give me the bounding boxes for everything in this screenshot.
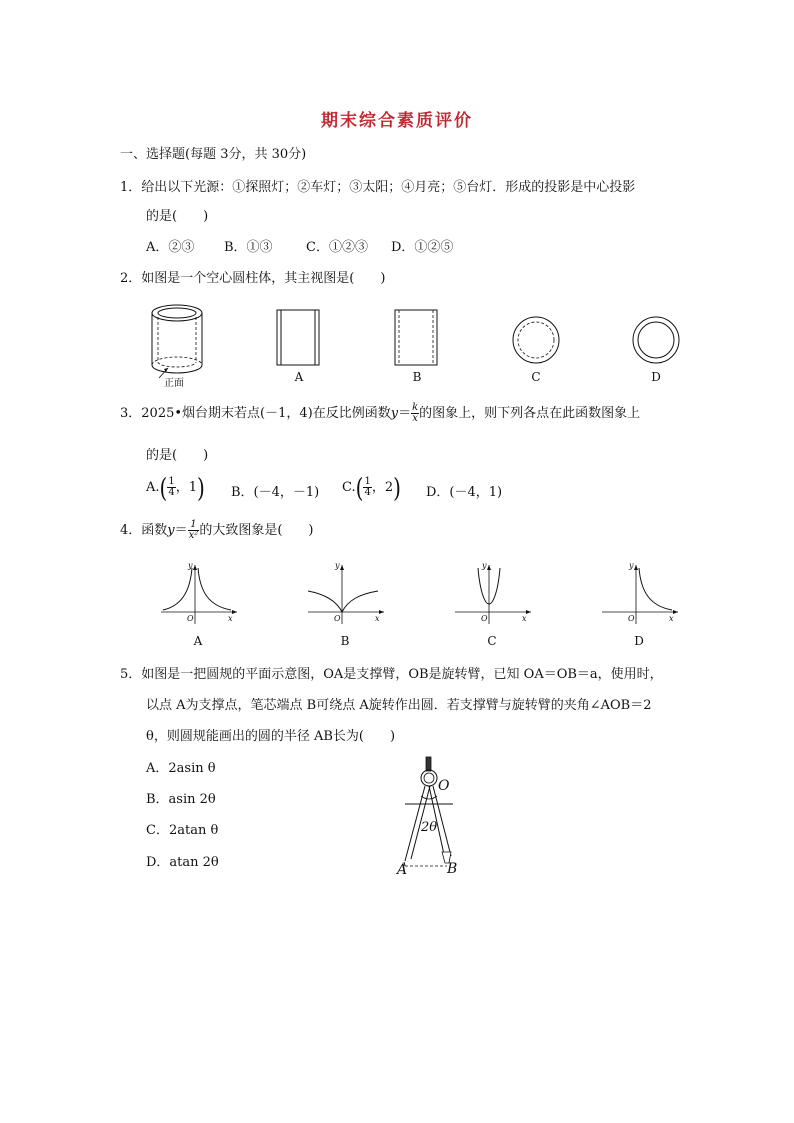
- q4-text: [120, 520, 313, 541]
- compass-angle-label: 2θ: [421, 820, 438, 835]
- q1-option-d: D．①②⑤: [391, 240, 454, 255]
- compass-label-b: B: [447, 861, 458, 877]
- q4-func-y: y: [167, 523, 175, 538]
- q5-option-c: C．2atan θ: [146, 823, 219, 838]
- q4-c-origin: O: [481, 614, 488, 623]
- q3-option-a-prefix: A.: [146, 480, 160, 495]
- q3-option-d: D．(－4，1): [426, 485, 503, 500]
- q4-label-c: C: [487, 634, 497, 648]
- q4-b-axis-y: y: [335, 561, 340, 570]
- q3-eq: ＝: [398, 406, 412, 421]
- q2-option-b-figure: [394, 309, 440, 367]
- q4-suffix: 的大致图象是( ): [199, 523, 314, 538]
- q4-fraction: [188, 520, 200, 541]
- q4-a-origin: O: [187, 614, 194, 623]
- q2-label-d: D: [651, 370, 661, 384]
- section-heading: 一、选择题(每题 3分，共 30分): [120, 147, 307, 162]
- q3-option-c-prefix: C.: [342, 480, 356, 495]
- q5-option-a: A．2asin θ: [146, 761, 216, 776]
- q3-func-y: y: [390, 406, 399, 421]
- q4-label-b: B: [340, 634, 350, 648]
- q4-b-origin: O: [334, 614, 341, 623]
- q2-text: 2．如图是一个空心圆柱体，其主视图是( ): [120, 271, 386, 286]
- q4-d-axis-x: x: [669, 614, 674, 623]
- q3-option-b: B．(－4，－1): [231, 485, 320, 500]
- q3-option-a-fraction: [167, 477, 175, 498]
- q4-label-d: D: [634, 634, 644, 648]
- q4-frac-num: 1: [188, 520, 200, 531]
- q2-option-d-figure: [631, 315, 681, 365]
- q4-b-axis-x: x: [375, 614, 380, 623]
- q2-label-c: C: [531, 370, 541, 384]
- q5-option-b: B．asin 2θ: [146, 792, 216, 807]
- q3-text: [120, 403, 640, 424]
- q4-a-axis-x: x: [228, 614, 233, 623]
- q3-option-c: C.( $\frac{1}{4}$ ，2): [342, 471, 401, 504]
- q1-option-b: B．①③: [224, 240, 273, 255]
- q2-label-b: B: [412, 370, 422, 384]
- q3-option-a-rest: ，1: [175, 480, 197, 495]
- q5-option-d: D．atan 2θ: [146, 855, 219, 870]
- front-view-label: 正面: [164, 378, 184, 389]
- compass-label-a: A: [397, 862, 408, 878]
- q4-d-origin: O: [628, 614, 635, 623]
- q4-prefix: 4．函数: [120, 523, 168, 538]
- q4-c-axis-x: x: [522, 614, 527, 623]
- q3-frac-num: k: [412, 402, 419, 413]
- q3-option-c-rest: ，2: [371, 480, 394, 495]
- q5-text-cont1: 以点 A为支撑点，笔芯端点 B可绕点 A旋转作出圆．若支撑臂与旋转臂的夹角∠AOB＝2: [146, 698, 652, 713]
- q5-text-cont2: θ，则圆规能画出的圆的半径 AB长为( ): [146, 729, 396, 744]
- compass-label-o: O: [438, 778, 450, 794]
- q3-option-a-num: 1: [168, 476, 175, 487]
- q2-option-a-figure: [276, 309, 322, 367]
- compass-figure: [395, 756, 475, 876]
- q3-option-c-den: 4: [364, 487, 371, 498]
- q3-option-c-num: 1: [364, 476, 371, 487]
- q4-a-axis-y: y: [188, 561, 193, 570]
- page-title: 期末综合素质评价: [321, 111, 473, 131]
- q5-text: 5．如图是一把圆规的平面示意图，OA是支撑臂，OB是旋转臂，已知 OA＝OB＝a，使用时，: [120, 667, 663, 682]
- q4-eq: ＝: [174, 523, 188, 538]
- q3-option-a-den: 4: [168, 487, 175, 498]
- q4-label-a: A: [193, 634, 203, 648]
- q3-prefix: 3．2025•烟台期末若点(－1，4)在反比例函数: [120, 406, 391, 421]
- q3-frac-den: x: [412, 413, 418, 424]
- q4-d-axis-y: y: [629, 561, 634, 570]
- q1-text-cont: 的是( ): [146, 209, 209, 224]
- q4-frac-den: x²: [188, 530, 199, 541]
- q3-suffix: 的图象上，则下列各点在此函数图象上: [419, 406, 641, 421]
- q3-text-cont: 的是( ): [146, 448, 209, 463]
- q3-fraction: [411, 403, 419, 424]
- q1-option-a: A．②③: [146, 240, 195, 255]
- q1-option-c: C．①②③: [306, 240, 368, 255]
- q2-option-c-figure: [511, 315, 561, 365]
- q3-option-a: A.( $\frac{1}{4}$ ，1): [146, 471, 205, 504]
- q1-text: 1．给出以下光源：①探照灯；②车灯；③太阳；④月亮；⑤台灯．形成的投影是中心投影: [120, 180, 636, 195]
- q4-c-axis-y: y: [482, 561, 487, 570]
- q3-option-c-fraction: [363, 477, 371, 498]
- q2-label-a: A: [294, 370, 304, 384]
